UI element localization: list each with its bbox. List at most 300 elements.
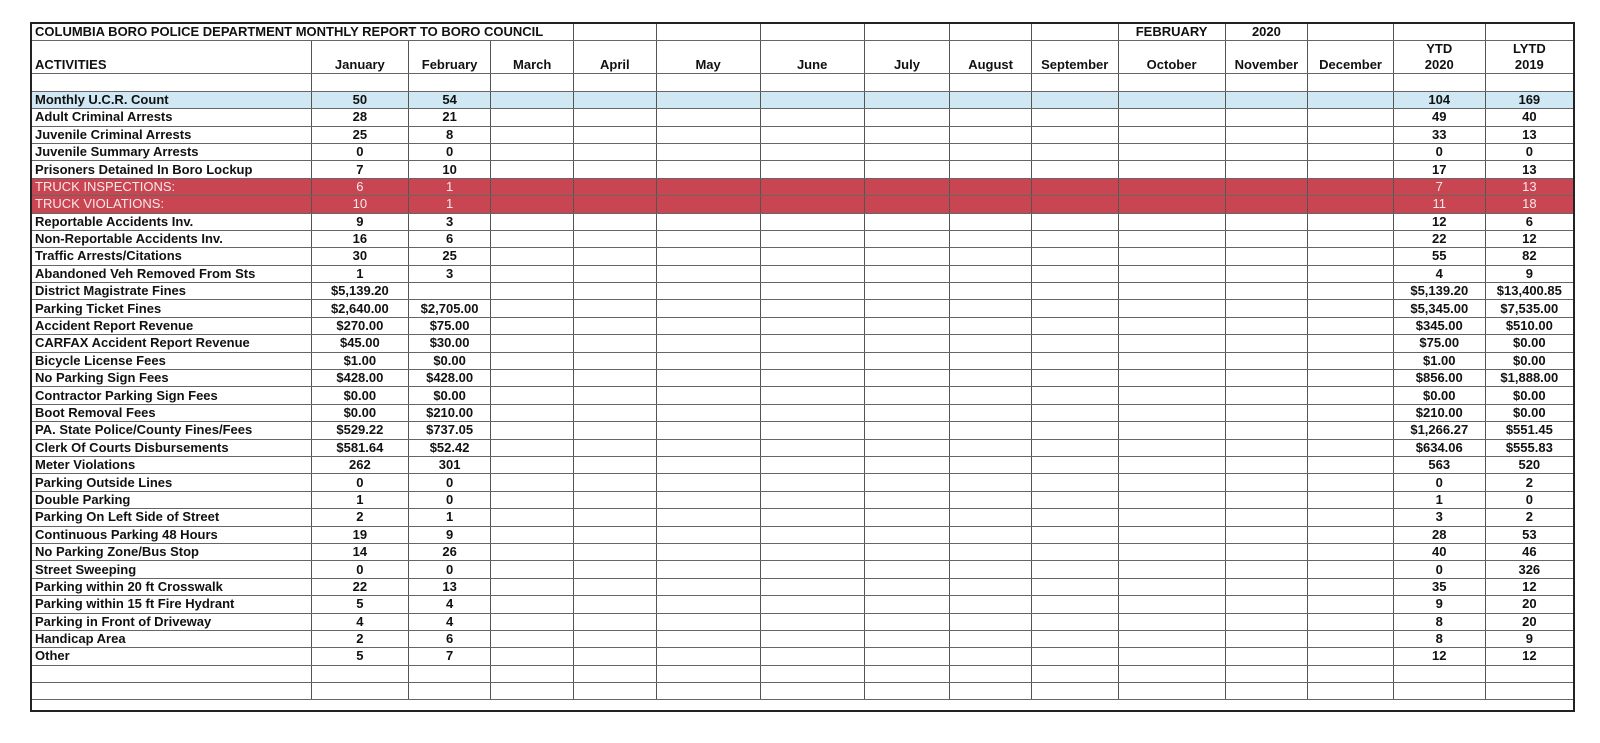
- february-value: 301: [408, 456, 491, 473]
- empty-month-cell: [1308, 213, 1394, 230]
- empty-month-cell: [1118, 578, 1225, 595]
- month-header: October: [1118, 41, 1225, 74]
- lytd-value: $0.00: [1485, 335, 1573, 352]
- empty-month-cell: [491, 422, 574, 439]
- lytd-value: $551.45: [1485, 422, 1573, 439]
- month-header: March: [491, 41, 574, 74]
- lytd-value: $0.00: [1485, 387, 1573, 404]
- empty-month-cell: [760, 109, 864, 126]
- empty-month-cell: [574, 300, 657, 317]
- empty-month-cell: [1031, 161, 1118, 178]
- empty-month-cell: [1308, 422, 1394, 439]
- empty-month-cell: [1225, 578, 1308, 595]
- empty-month-cell: [1308, 265, 1394, 282]
- empty-month-cell: [1031, 422, 1118, 439]
- empty-month-cell: [1118, 352, 1225, 369]
- ytd-value: 12: [1393, 648, 1485, 665]
- empty-month-cell: [574, 439, 657, 456]
- empty-month-cell: [864, 283, 950, 300]
- empty-month-cell: [864, 596, 950, 613]
- activity-label: No Parking Zone/Bus Stop: [32, 543, 311, 560]
- empty-month-cell: [1225, 143, 1308, 160]
- empty-month-cell: [760, 317, 864, 334]
- empty-month-cell: [656, 317, 760, 334]
- empty-month-cell: [1225, 630, 1308, 647]
- empty-month-cell: [491, 543, 574, 560]
- table-row: [32, 561, 1573, 578]
- empty-month-cell: [574, 352, 657, 369]
- january-value: 2: [311, 630, 408, 647]
- empty-month-cell: [491, 404, 574, 421]
- empty-month-cell: [1225, 283, 1308, 300]
- ytd-value: $210.00: [1393, 404, 1485, 421]
- empty-month-cell: [864, 526, 950, 543]
- lytd-value: 0: [1485, 491, 1573, 508]
- empty-month-cell: [1031, 561, 1118, 578]
- empty-month-cell: [950, 596, 1032, 613]
- empty-month-cell: [950, 543, 1032, 560]
- empty-month-cell: [491, 630, 574, 647]
- empty-month-cell: [1308, 335, 1394, 352]
- table-row: [32, 196, 1573, 213]
- lytd-value: 6: [1485, 213, 1573, 230]
- empty-month-cell: [864, 126, 950, 143]
- empty-month-cell: [864, 561, 950, 578]
- empty-month-cell: [760, 422, 864, 439]
- empty-month-cell: [1225, 439, 1308, 456]
- empty-month-cell: [656, 543, 760, 560]
- january-value: 10: [311, 196, 408, 213]
- activities-header: ACTIVITIES: [32, 41, 311, 74]
- lytd-value: 12: [1485, 578, 1573, 595]
- empty-month-cell: [656, 161, 760, 178]
- empty-month-cell: [491, 230, 574, 247]
- february-value: $0.00: [408, 352, 491, 369]
- report-year: 2020: [1225, 24, 1308, 41]
- january-value: 2: [311, 509, 408, 526]
- empty-month-cell: [1225, 456, 1308, 473]
- empty-month-cell: [1031, 543, 1118, 560]
- january-value: 0: [311, 474, 408, 491]
- january-value: $5,139.20: [311, 283, 408, 300]
- empty-month-cell: [760, 630, 864, 647]
- ytd-value: 7: [1393, 178, 1485, 195]
- spacer-row: [32, 74, 1573, 91]
- empty-month-cell: [1225, 335, 1308, 352]
- empty-month-cell: [574, 387, 657, 404]
- empty-month-cell: [950, 300, 1032, 317]
- empty-month-cell: [1225, 265, 1308, 282]
- empty-month-cell: [1308, 596, 1394, 613]
- february-value: 7: [408, 648, 491, 665]
- empty-month-cell: [760, 213, 864, 230]
- empty-month-cell: [1308, 387, 1394, 404]
- empty-month-cell: [491, 213, 574, 230]
- empty-month-cell: [1225, 213, 1308, 230]
- february-value: 26: [408, 543, 491, 560]
- empty-month-cell: [864, 474, 950, 491]
- empty-month-cell: [950, 370, 1032, 387]
- january-value: $2,640.00: [311, 300, 408, 317]
- activity-label: TRUCK INSPECTIONS:: [32, 178, 311, 195]
- month-header: November: [1225, 41, 1308, 74]
- table-row: [32, 352, 1573, 369]
- lytd-value: 9: [1485, 265, 1573, 282]
- empty-month-cell: [1225, 422, 1308, 439]
- empty-month-cell: [1118, 230, 1225, 247]
- empty-month-cell: [1118, 439, 1225, 456]
- empty-month-cell: [760, 543, 864, 560]
- empty-month-cell: [1031, 126, 1118, 143]
- empty-month-cell: [950, 613, 1032, 630]
- activity-label: Boot Removal Fees: [32, 404, 311, 421]
- empty-month-cell: [864, 578, 950, 595]
- empty-month-cell: [1225, 91, 1308, 108]
- empty-month-cell: [574, 526, 657, 543]
- ytd-value: 0: [1393, 143, 1485, 160]
- empty-month-cell: [1308, 439, 1394, 456]
- february-value: 21: [408, 109, 491, 126]
- month-header: July: [864, 41, 950, 74]
- ytd-value: $75.00: [1393, 335, 1485, 352]
- empty-month-cell: [760, 196, 864, 213]
- empty-month-cell: [1308, 526, 1394, 543]
- ytd-value: 9: [1393, 596, 1485, 613]
- empty-month-cell: [574, 283, 657, 300]
- empty-month-cell: [491, 578, 574, 595]
- empty-month-cell: [760, 143, 864, 160]
- empty-month-cell: [1118, 543, 1225, 560]
- empty-month-cell: [1118, 509, 1225, 526]
- empty-month-cell: [574, 230, 657, 247]
- activity-label: Monthly U.C.R. Count: [32, 91, 311, 108]
- empty-month-cell: [656, 578, 760, 595]
- empty-month-cell: [1031, 596, 1118, 613]
- empty-month-cell: [656, 648, 760, 665]
- activity-label: Adult Criminal Arrests: [32, 109, 311, 126]
- empty-month-cell: [1118, 196, 1225, 213]
- february-value: 1: [408, 509, 491, 526]
- table-row: [32, 230, 1573, 247]
- empty-month-cell: [656, 265, 760, 282]
- empty-month-cell: [950, 561, 1032, 578]
- activity-label: Prisoners Detained In Boro Lockup: [32, 161, 311, 178]
- empty-month-cell: [1118, 213, 1225, 230]
- table-row: [32, 283, 1573, 300]
- empty-month-cell: [760, 335, 864, 352]
- february-value: $75.00: [408, 317, 491, 334]
- empty-month-cell: [1118, 317, 1225, 334]
- empty-month-cell: [1308, 178, 1394, 195]
- february-value: 1: [408, 196, 491, 213]
- empty-month-cell: [1118, 178, 1225, 195]
- empty-month-cell: [1225, 648, 1308, 665]
- empty-month-cell: [760, 300, 864, 317]
- empty-month-cell: [864, 422, 950, 439]
- empty-month-cell: [1118, 283, 1225, 300]
- empty-month-cell: [1225, 613, 1308, 630]
- empty-month-cell: [1225, 543, 1308, 560]
- empty-month-cell: [950, 474, 1032, 491]
- empty-month-cell: [950, 317, 1032, 334]
- empty-month-cell: [864, 300, 950, 317]
- empty-month-cell: [1031, 456, 1118, 473]
- activity-label: Parking Ticket Fines: [32, 300, 311, 317]
- empty-month-cell: [1031, 526, 1118, 543]
- empty-month-cell: [864, 387, 950, 404]
- empty-month-cell: [864, 178, 950, 195]
- empty-month-cell: [1118, 265, 1225, 282]
- empty-month-cell: [1308, 648, 1394, 665]
- ytd-value: 8: [1393, 630, 1485, 647]
- ytd-value: 563: [1393, 456, 1485, 473]
- table-row: [32, 439, 1573, 456]
- lytd-value: 40: [1485, 109, 1573, 126]
- month-header: May: [656, 41, 760, 74]
- activity-label: Street Sweeping: [32, 561, 311, 578]
- january-value: 19: [311, 526, 408, 543]
- empty-month-cell: [1031, 630, 1118, 647]
- empty-month-cell: [950, 335, 1032, 352]
- empty-month-cell: [656, 370, 760, 387]
- empty-month-cell: [864, 370, 950, 387]
- empty-month-cell: [1031, 196, 1118, 213]
- lytd-value: 20: [1485, 613, 1573, 630]
- table-row: [32, 404, 1573, 421]
- empty-month-cell: [656, 509, 760, 526]
- lytd-value: 13: [1485, 161, 1573, 178]
- empty-month-cell: [760, 613, 864, 630]
- empty-month-cell: [864, 248, 950, 265]
- title-row: [32, 24, 1573, 41]
- empty-month-cell: [760, 456, 864, 473]
- empty-month-cell: [1225, 126, 1308, 143]
- empty-month-cell: [574, 422, 657, 439]
- january-value: $45.00: [311, 335, 408, 352]
- month-header: January: [311, 41, 408, 74]
- table-row: [32, 91, 1573, 108]
- empty-month-cell: [491, 178, 574, 195]
- empty-month-cell: [1225, 370, 1308, 387]
- empty-month-cell: [574, 248, 657, 265]
- empty-month-cell: [491, 161, 574, 178]
- lytd-value: 13: [1485, 178, 1573, 195]
- table-row: [32, 509, 1573, 526]
- empty-month-cell: [656, 126, 760, 143]
- ytd-value: 0: [1393, 474, 1485, 491]
- empty-month-cell: [1031, 178, 1118, 195]
- empty-month-cell: [574, 456, 657, 473]
- empty-month-cell: [656, 335, 760, 352]
- empty-month-cell: [760, 352, 864, 369]
- empty-month-cell: [574, 491, 657, 508]
- empty-month-cell: [864, 109, 950, 126]
- empty-month-cell: [760, 161, 864, 178]
- empty-month-cell: [574, 596, 657, 613]
- activity-label: Handicap Area: [32, 630, 311, 647]
- empty-month-cell: [656, 491, 760, 508]
- table-row: [32, 265, 1573, 282]
- january-value: $1.00: [311, 352, 408, 369]
- empty-month-cell: [1118, 648, 1225, 665]
- empty-month-cell: [1225, 596, 1308, 613]
- empty-month-cell: [864, 613, 950, 630]
- empty-month-cell: [1308, 543, 1394, 560]
- january-value: 0: [311, 143, 408, 160]
- empty-month-cell: [1031, 613, 1118, 630]
- february-value: 3: [408, 265, 491, 282]
- empty-month-cell: [574, 178, 657, 195]
- table-row: [32, 630, 1573, 647]
- empty-month-cell: [760, 91, 864, 108]
- table-row: [32, 491, 1573, 508]
- empty-month-cell: [1308, 300, 1394, 317]
- february-value: 3: [408, 213, 491, 230]
- february-value: 0: [408, 491, 491, 508]
- table-row: [32, 109, 1573, 126]
- empty-month-cell: [1308, 456, 1394, 473]
- ytd-value: $5,345.00: [1393, 300, 1485, 317]
- empty-month-cell: [1308, 404, 1394, 421]
- ytd-value: 1: [1393, 491, 1485, 508]
- empty-month-cell: [1308, 491, 1394, 508]
- empty-month-cell: [574, 213, 657, 230]
- lytd-value: 169: [1485, 91, 1573, 108]
- january-value: 25: [311, 126, 408, 143]
- empty-month-cell: [760, 370, 864, 387]
- empty-month-cell: [950, 109, 1032, 126]
- empty-month-cell: [760, 596, 864, 613]
- empty-month-cell: [656, 596, 760, 613]
- lytd-value: 2: [1485, 509, 1573, 526]
- empty-month-cell: [656, 474, 760, 491]
- empty-month-cell: [574, 648, 657, 665]
- empty-month-cell: [950, 491, 1032, 508]
- empty-month-cell: [1031, 352, 1118, 369]
- empty-month-cell: [1308, 317, 1394, 334]
- month-header: June: [760, 41, 864, 74]
- lytd-value: 12: [1485, 230, 1573, 247]
- activity-label: Other: [32, 648, 311, 665]
- month-header: April: [574, 41, 657, 74]
- empty-month-cell: [491, 335, 574, 352]
- february-value: $737.05: [408, 422, 491, 439]
- empty-month-cell: [950, 630, 1032, 647]
- january-value: 14: [311, 543, 408, 560]
- empty-month-cell: [1225, 178, 1308, 195]
- ytd-value: 11: [1393, 196, 1485, 213]
- empty-month-cell: [950, 143, 1032, 160]
- january-value: 7: [311, 161, 408, 178]
- table-row: [32, 213, 1573, 230]
- lytd-value: 53: [1485, 526, 1573, 543]
- empty-month-cell: [760, 265, 864, 282]
- empty-month-cell: [1225, 387, 1308, 404]
- february-value: [408, 283, 491, 300]
- empty-month-cell: [656, 613, 760, 630]
- empty-month-cell: [864, 196, 950, 213]
- empty-month-cell: [1031, 578, 1118, 595]
- lytd-value: $0.00: [1485, 404, 1573, 421]
- month-header: February: [408, 41, 491, 74]
- empty-month-cell: [656, 230, 760, 247]
- empty-month-cell: [574, 613, 657, 630]
- february-value: 4: [408, 596, 491, 613]
- empty-month-cell: [760, 404, 864, 421]
- activity-label: Juvenile Summary Arrests: [32, 143, 311, 160]
- february-value: 54: [408, 91, 491, 108]
- empty-month-cell: [950, 439, 1032, 456]
- activity-label: CARFAX Accident Report Revenue: [32, 335, 311, 352]
- empty-month-cell: [1308, 561, 1394, 578]
- empty-month-cell: [491, 109, 574, 126]
- empty-month-cell: [574, 161, 657, 178]
- ytd-value: $0.00: [1393, 387, 1485, 404]
- activity-label: Bicycle License Fees: [32, 352, 311, 369]
- empty-month-cell: [1118, 404, 1225, 421]
- ytd-value: $1.00: [1393, 352, 1485, 369]
- empty-month-cell: [1225, 474, 1308, 491]
- activity-label: Contractor Parking Sign Fees: [32, 387, 311, 404]
- empty-month-cell: [574, 370, 657, 387]
- table-row: [32, 387, 1573, 404]
- activity-label: Reportable Accidents Inv.: [32, 213, 311, 230]
- january-value: $428.00: [311, 370, 408, 387]
- empty-month-cell: [1225, 526, 1308, 543]
- empty-month-cell: [760, 439, 864, 456]
- empty-month-cell: [950, 509, 1032, 526]
- empty-month-cell: [491, 265, 574, 282]
- empty-month-cell: [1118, 370, 1225, 387]
- empty-month-cell: [1308, 230, 1394, 247]
- empty-month-cell: [1308, 352, 1394, 369]
- activity-label: PA. State Police/County Fines/Fees: [32, 422, 311, 439]
- empty-month-cell: [950, 578, 1032, 595]
- empty-month-cell: [491, 126, 574, 143]
- table-row: [32, 143, 1573, 160]
- empty-month-cell: [1031, 109, 1118, 126]
- report-table: [32, 24, 1573, 700]
- empty-month-cell: [491, 317, 574, 334]
- empty-month-cell: [491, 370, 574, 387]
- empty-month-cell: [1225, 300, 1308, 317]
- lytd-value: 20: [1485, 596, 1573, 613]
- empty-month-cell: [1031, 143, 1118, 160]
- empty-month-cell: [950, 213, 1032, 230]
- february-value: 1: [408, 178, 491, 195]
- january-value: 6: [311, 178, 408, 195]
- activity-label: Parking On Left Side of Street: [32, 509, 311, 526]
- january-value: 4: [311, 613, 408, 630]
- empty-month-cell: [1031, 265, 1118, 282]
- empty-month-cell: [574, 335, 657, 352]
- empty-month-cell: [1225, 491, 1308, 508]
- empty-month-cell: [1308, 613, 1394, 630]
- table-row: [32, 578, 1573, 595]
- lytd-value: 326: [1485, 561, 1573, 578]
- empty-month-cell: [656, 456, 760, 473]
- february-value: 13: [408, 578, 491, 595]
- empty-month-cell: [656, 404, 760, 421]
- empty-month-cell: [574, 543, 657, 560]
- empty-month-cell: [1031, 370, 1118, 387]
- activity-label: Parking in Front of Driveway: [32, 613, 311, 630]
- empty-month-cell: [950, 404, 1032, 421]
- empty-month-cell: [864, 143, 950, 160]
- lytd-value: 520: [1485, 456, 1573, 473]
- empty-month-cell: [864, 509, 950, 526]
- empty-month-cell: [1118, 422, 1225, 439]
